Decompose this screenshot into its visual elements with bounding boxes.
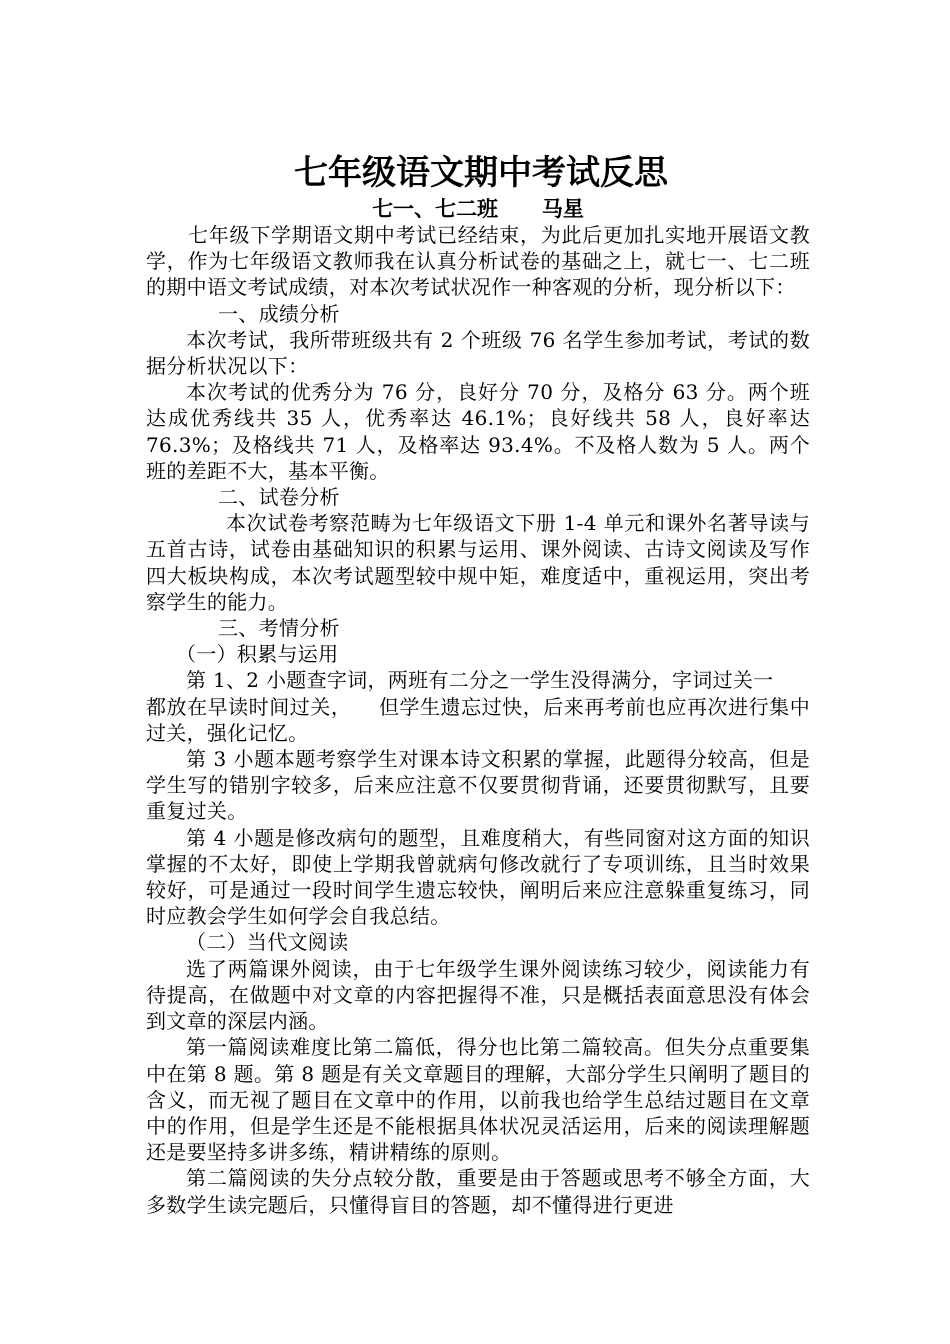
- intro-paragraph: 七年级下学期语文期中考试已经结束，为此后更加扎实地开展语文教学，作为七年级语文教师我在认真分析试卷的基础之上，就七一、七二班的期中语文考试成绩，对本次考试状况作一种客观的分析，现分析以下：: [146, 223, 810, 300]
- subsection-heading: （二）当代文阅读: [186, 930, 349, 955]
- section-heading-scores: 一、成绩分析: [218, 301, 340, 326]
- paragraph: 第 4 小题是修改病句的题型，且难度稍大，有些同窗对这方面的知识掌握的不太好，即使上学期我曾就病句修改就行了专项训练，且当时效果较好，可是通过一段时间学生遗忘较快，阐明后来应注意躲重复练习，同时应教会学生如何学会自我总结。: [146, 825, 810, 929]
- paragraph: 本次考试，我所带班级共有 2 个班级 76 名学生参加考试，考试的数据分析状况以下：: [146, 327, 810, 379]
- paragraph: 第二篇阅读的失分点较分散，重要是由于答题或思考不够全方面，大多数学生读完题后，只懂得盲目的答题，却不懂得进行更进: [146, 1166, 810, 1217]
- paragraph: 本次试卷考察范畴为七年级语文下册 1-4 单元和课外名著导读与五首古诗，试卷由基础知识的积累与运用、课外阅读、古诗文阅读及写作四大板块构成，本次考试题型较中规中矩，难度适中，重视运用，突出考察学生的能力。: [146, 511, 810, 614]
- paragraph: 第 1、2 小题查字词，两班有二分之一学生没得满分，字词过关一: [186, 668, 774, 693]
- paragraph: 本次考试的优秀分为 76 分，良好分 70 分，及格分 63 分。两个班达成优秀线共 35 人，优秀率达 46.1%；良好线共 58 人，良好率达 76.3%；及格线共 71 人，及格率达 93.4%。不及格人数为 5 人。两个班的差距不大，基本平衡。: [146, 380, 810, 483]
- paragraph: 选了两篇课外阅读，由于七年级学生课外阅读练习较少，阅读能力有待提高，在做题中对文章的内容把握得不准，只是概括表面意思没有体会到文章的深层内涵。: [146, 956, 810, 1034]
- paragraph: 都放在早读时间过关， 但学生遗忘过快，后来再考前也应再次进行集中过关，强化记忆。: [146, 694, 810, 745]
- section-heading-analysis: 三、考情分析: [218, 616, 340, 641]
- document-page: [146, 150, 810, 1218]
- paragraph: 第 3 小题本题考察学生对课本诗文积累的掌握，此题得分较高，但是学生写的错别字较多，后来应注意不仅要贯彻背诵，还要贯彻默写，且要重复过关。: [146, 747, 810, 824]
- section-heading-paper: 二、试卷分析: [218, 485, 340, 510]
- document-title: 七年级语文期中考试反思: [294, 153, 668, 193]
- paragraph: 第一篇阅读难度比第二篇低，得分也比第二篇较高。但失分点重要集中在第 8 题。第 8 题是有关文章题目的理解，大部分学生只阐明了题目的含义，而无视了题目在文章中的作用，以前我也给学生总结过题目在文章中的作用，但是学生还是不能根据具体状况灵活运用，后来的阅读理解题还是要坚持多讲多练，精讲精练的原则。: [146, 1035, 810, 1165]
- document-subtitle: 七一、七二班 马星: [372, 196, 584, 221]
- subsection-heading: （一）积累与运用: [176, 642, 339, 667]
